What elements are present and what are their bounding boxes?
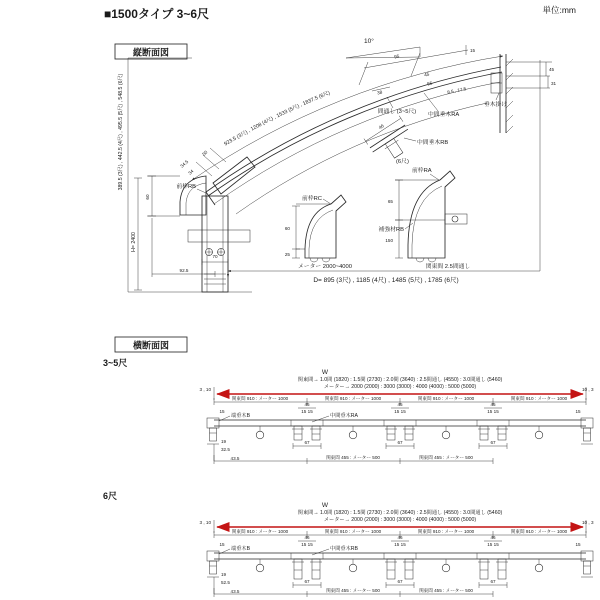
depth-dim: D= 895 (3尺) , 1185 (4尺) , 1485 (5尺) , 1785 (6尺) — [313, 277, 459, 284]
pair-15s: 15 15 — [301, 409, 313, 414]
dim-34-5: 34.5 — [179, 159, 190, 169]
half-span-dim: 関東間 455 : メーター 500 — [419, 455, 473, 460]
pair-top-dim: 46 — [490, 535, 496, 540]
width-row-meter: メーター→ 2000 (2000) : 3000 (3000) : 4000 (4000) : 5000 (5000) — [323, 384, 477, 390]
rafter-pair — [385, 559, 415, 579]
curve-length-dim: 923.5 (3尺) , 1208 (4尺) , 1533 (5尺) , 1837.5 (6尺) — [223, 90, 332, 148]
unit-note: 単位:mm — [542, 5, 576, 15]
width-symbol: W — [321, 502, 329, 509]
svg-text:55: 55 — [426, 80, 433, 87]
edge-dim-43-5: 43.5 — [230, 456, 240, 461]
left-end-dims: 3 , 10 — [199, 387, 211, 392]
rafter-pair — [478, 426, 508, 440]
rafter-pair — [292, 559, 322, 579]
svg-text:前枠RA: 前枠RA — [412, 168, 432, 174]
edge-rafter-label: 端垂木B — [231, 546, 251, 552]
svg-text:関東間 2.5間通し: 関東間 2.5間通し — [425, 264, 471, 270]
pair-top-dim: 45 — [397, 402, 403, 407]
front-frame-c-detail — [285, 194, 352, 270]
edge-rafter-label: 端垂木B — [231, 413, 251, 419]
pair-15s: 15 15 — [487, 409, 499, 414]
rafter-pair — [292, 426, 322, 440]
purlin-circle — [349, 426, 357, 439]
span-dim: 関東間 910 : メーター 1000 — [510, 529, 568, 534]
span-dim: 関東間 910 : メーター 1000 — [324, 529, 382, 534]
purlin-circle — [442, 426, 450, 439]
hanger-label: 垂木掛け — [484, 102, 508, 108]
section-heading: 3~5尺 — [103, 358, 128, 368]
pair-15s: 15 15 — [394, 542, 406, 547]
width-row-meter: メーター→ 2000 (2000) : 3000 (3000) : 4000 (4000) : 5000 (5000) — [323, 517, 477, 523]
edge-15: 15 — [219, 409, 225, 414]
pair-top-dim: 46 — [397, 535, 403, 540]
right-end-dims: 10 , 3 — [582, 387, 594, 392]
span-dim: 関東間 910 : メーター 1000 — [231, 529, 289, 534]
svg-text:中間垂木RB: 中間垂木RB — [417, 140, 449, 146]
vertical-section — [115, 37, 557, 292]
wall — [491, 54, 513, 133]
svg-text:メーター 2000~4000: メーター 2000~4000 — [298, 264, 352, 270]
edge-15: 15 — [575, 542, 581, 547]
pair-width-dim: 67 — [304, 440, 310, 445]
height-range-dim: 389.5 (3尺) , 442.5 (4尺) , 495.5 (5尺) , 548.5 (6尺) — [118, 73, 124, 191]
svg-text:前枠RC: 前枠RC — [302, 196, 322, 202]
svg-text:60: 60 — [284, 226, 290, 231]
svg-text:補強材RB: 補強材RB — [378, 227, 404, 233]
purlin-circle — [442, 559, 450, 572]
edge-dim-stack: 32.5 — [221, 447, 230, 452]
edge-dim-19: 19 — [221, 439, 227, 444]
roof-panel — [214, 553, 586, 559]
span-dim: 関東間 910 : メーター 1000 — [510, 396, 568, 401]
pair-15s: 15 15 — [394, 409, 406, 414]
pair-width-dim: 67 — [490, 579, 496, 584]
front-frame-b-leader — [197, 189, 206, 193]
span-note-label: 間通し (3~5尺) — [377, 109, 417, 115]
span-dim: 関東間 910 : メーター 1000 — [231, 396, 289, 401]
edge-rafter-left — [207, 551, 219, 577]
width-symbol: W — [321, 369, 329, 376]
edge-rafter-left — [207, 418, 219, 444]
purlin-circle — [256, 559, 264, 572]
mid-rafter-a-label: 中間垂木RA — [428, 112, 460, 118]
span-dim: 関東間 910 : メーター 1000 — [417, 396, 475, 401]
svg-text:38: 38 — [376, 89, 383, 96]
half-span-dim: 関東間 455 : メーター 500 — [326, 588, 380, 593]
cross-section-3-5 — [103, 358, 594, 464]
mid-rafter-label: 中間垂木RA — [330, 413, 358, 419]
page-title: ■1500タイプ 3~6尺 — [104, 7, 210, 21]
slope-dims — [359, 45, 468, 95]
svg-text:25: 25 — [284, 252, 290, 257]
svg-text:92.5: 92.5 — [179, 268, 189, 273]
width-row-kanto: 関東間→ 1.0間 (1820) : 1.5間 (2730) : 2.0間 (3640) : 2.5間通し (4550) : 3.0間通し (5460) — [297, 377, 503, 383]
svg-text:31: 31 — [551, 81, 557, 86]
purlin-circle — [349, 559, 357, 572]
right-end-dims: 10 , 3 — [582, 520, 594, 525]
front-frame-b-label: 前枠RB — [176, 184, 196, 190]
angle-label: 10° — [364, 38, 374, 45]
purlin-circle — [535, 426, 543, 439]
cross-section-label: 横断面図 — [132, 340, 170, 351]
svg-text:70: 70 — [212, 254, 218, 259]
bottom-dim-line — [214, 577, 493, 597]
front-frame-a-detail — [379, 166, 471, 270]
edge-dim-43-5: 43.5 — [230, 589, 240, 594]
rafter-pair — [385, 426, 415, 440]
bottom-dim-line — [214, 444, 493, 464]
svg-text:45: 45 — [423, 71, 430, 78]
svg-text:65: 65 — [387, 199, 393, 204]
panel-joints — [291, 553, 509, 559]
pair-top-dim: 46 — [304, 535, 310, 540]
pair-15s: 15 15 — [301, 542, 313, 547]
pair-width-dim: 67 — [490, 440, 496, 445]
svg-text:45: 45 — [549, 67, 555, 72]
pair-top-dim: 45 — [304, 402, 310, 407]
edge-dim-stack: 52.5 — [221, 580, 230, 585]
half-span-dim: 関東間 455 : メーター 500 — [326, 455, 380, 460]
panel-joints — [291, 420, 509, 426]
post-height-dim: H= 2400 — [131, 232, 137, 252]
svg-text:8.5 , 17.5: 8.5 , 17.5 — [446, 86, 467, 95]
hanger-leader — [496, 93, 499, 100]
purlin-circle — [256, 426, 264, 439]
edge-15: 15 — [575, 409, 581, 414]
mid-rafter-label: 中間垂木RB — [330, 546, 358, 552]
edge-rafter-right — [581, 551, 593, 577]
edge-15: 15 — [219, 542, 225, 547]
span-dim: 関東間 910 : メーター 1000 — [417, 529, 475, 534]
rafter-pair — [478, 559, 508, 579]
edge-rafter-right — [581, 418, 593, 444]
section-heading: 6尺 — [103, 491, 118, 501]
pair-width-dim: 67 — [397, 579, 403, 584]
pair-top-dim: 45 — [490, 402, 496, 407]
svg-text:150: 150 — [385, 238, 393, 243]
mid-rafter-b-detail — [362, 113, 448, 166]
dim-50: 50 — [201, 149, 209, 157]
svg-text:46: 46 — [377, 123, 385, 131]
vertical-section-label: 縦断面図 — [132, 47, 170, 58]
roof-panel — [214, 420, 586, 426]
depth-dim-line — [228, 265, 540, 277]
svg-text:(6尺): (6尺) — [396, 159, 409, 165]
half-span-dim: 関東間 455 : メーター 500 — [419, 588, 473, 593]
purlin-circle — [535, 559, 543, 572]
cross-section-6 — [103, 491, 594, 597]
svg-text:95: 95 — [393, 53, 400, 60]
wall-dims — [506, 62, 557, 88]
pair-width-dim: 67 — [304, 579, 310, 584]
left-end-dims: 3 , 10 — [199, 520, 211, 525]
pair-width-dim: 67 — [397, 440, 403, 445]
svg-text:60: 60 — [145, 194, 150, 200]
angle-wedge — [346, 47, 420, 58]
dim-15: 15 — [470, 48, 476, 53]
edge-dim-19: 19 — [221, 572, 227, 577]
dim-34: 34 — [187, 168, 195, 176]
pair-15s: 15 15 — [487, 542, 499, 547]
span-dim: 関東間 910 : メーター 1000 — [324, 396, 382, 401]
width-row-kanto: 関東間→ 1.0間 (1820) : 1.5間 (2730) : 2.0間 (3640) : 2.5間通し (4550) : 3.0間通し (5460) — [297, 510, 503, 516]
